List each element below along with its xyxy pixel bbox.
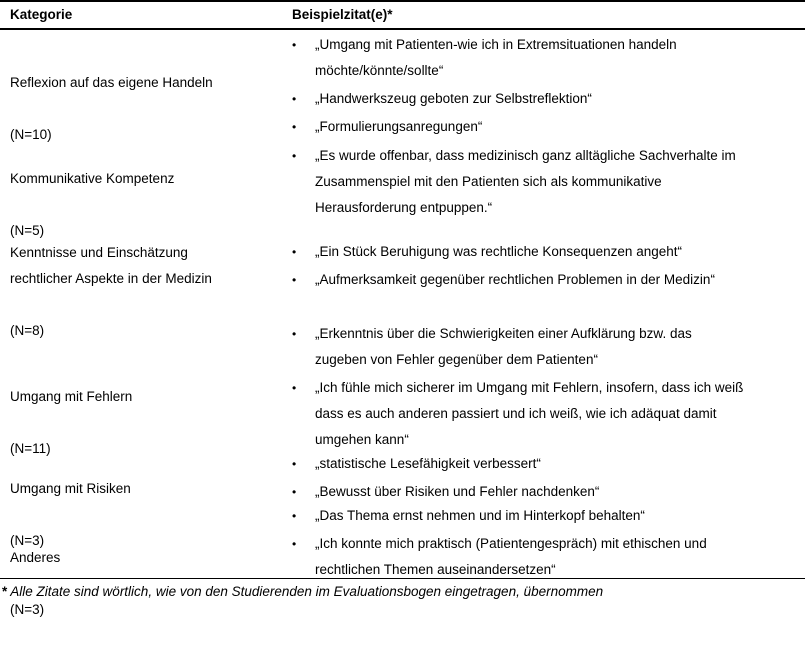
quote-item xyxy=(292,375,801,453)
quote-list xyxy=(283,450,805,500)
table-header-quotes: Beispielzitat(e)* xyxy=(292,7,393,22)
table-header-row xyxy=(0,2,805,30)
table-row-kommunikative xyxy=(0,140,805,238)
category-name: Kenntnisse und Einschätzung rechtlicher Aspekte in der Medizin xyxy=(10,245,212,286)
quote-text: „statistische Lesefähigkeit verbessert“ xyxy=(315,456,541,471)
bullet-icon: • xyxy=(292,92,297,106)
quote-text: „Aufmerksamkeit gegenüber rechtlichen Problemen in der Medizin“ xyxy=(315,272,715,287)
category-count: (N=8) xyxy=(10,323,45,338)
category-cell xyxy=(0,30,283,140)
quote-text: „Bewusst über Risiken und Fehler nachdenken“ xyxy=(315,484,600,499)
quote-list xyxy=(283,140,805,214)
quote-list xyxy=(283,30,805,140)
quote-item xyxy=(292,451,801,477)
category-name: Kommunikative Kompetenz xyxy=(10,171,175,186)
bullet-icon: • xyxy=(292,120,297,134)
category-cell xyxy=(0,500,283,617)
category-cell xyxy=(0,140,283,238)
category-count: (N=10) xyxy=(10,127,52,142)
category-name: Umgang mit Risiken xyxy=(10,481,131,496)
category-count: (N=5) xyxy=(10,223,45,238)
table-row-kenntnisse xyxy=(0,214,805,338)
category-count: (N=3) xyxy=(10,602,45,617)
quote-item xyxy=(292,267,801,293)
bullet-icon: • xyxy=(292,245,297,259)
category-cell xyxy=(0,450,283,548)
category-name: Reflexion auf das eigene Handeln xyxy=(10,75,213,90)
bullet-icon: • xyxy=(292,149,297,163)
table-row-reflexion xyxy=(0,30,805,140)
quote-item xyxy=(292,239,801,265)
bullet-icon: • xyxy=(292,537,297,551)
table-header-category: Kategorie xyxy=(10,7,73,22)
category-cell xyxy=(0,214,283,338)
category-name: Umgang mit Fehlern xyxy=(10,389,133,404)
bullet-icon: • xyxy=(292,38,297,52)
bullet-icon: • xyxy=(292,457,297,471)
quote-item xyxy=(292,143,801,221)
category-count: (N=11) xyxy=(10,441,51,456)
quote-item xyxy=(292,531,801,583)
bullet-icon: • xyxy=(292,327,297,341)
bullet-icon: • xyxy=(292,509,297,523)
quote-item xyxy=(292,32,801,84)
quote-text: „Ich fühle mich sicherer im Umgang mit Fehlern, insofern, dass ich weiß dass es auch anderen passiert und ich weiß, wie ich adäquat damit umgehen kann“ xyxy=(315,380,744,447)
bullet-icon: • xyxy=(292,381,297,395)
quote-list xyxy=(283,214,805,310)
category-count: (N=3) xyxy=(10,533,45,548)
quote-item xyxy=(292,86,801,112)
bullet-icon: • xyxy=(292,273,297,287)
quote-list xyxy=(283,310,805,450)
footnote-marker: * xyxy=(2,584,8,599)
table-row-fehlern xyxy=(0,310,805,456)
quote-text: „Umgang mit Patienten-wie ich in Extremsituationen handeln möchte/könnte/sollte“ xyxy=(315,37,677,78)
quote-list xyxy=(283,500,805,578)
footnote-text: Alle Zitate sind wörtlich, wie von den Studierenden im Evaluationsbogen eingetragen, übernommen xyxy=(10,584,604,599)
bullet-icon: • xyxy=(292,485,297,499)
category-cell xyxy=(0,310,283,456)
quote-item xyxy=(292,503,801,529)
quote-text: „Das Thema ernst nehmen und im Hinterkopf behalten“ xyxy=(315,508,645,523)
quote-text: „Handwerkszeug geboten zur Selbstreflektion“ xyxy=(315,91,592,106)
quote-text: „Es wurde offenbar, dass medizinisch ganz alltägliche Sachverhalte im Zusammenspiel mit den Patienten sich als kommunikative Herausforderung entpuppen.“ xyxy=(315,148,736,215)
quote-item xyxy=(292,114,801,140)
category-name: Anderes xyxy=(10,550,61,565)
quote-text: „Ich konnte mich praktisch (Patientengespräch) mit ethischen und rechtlichen Themen auseinandersetzen“ xyxy=(315,536,707,577)
quote-text: „Erkenntnis über die Schwierigkeiten einer Aufklärung bzw. das zugeben von Fehler gegenüber dem Patienten“ xyxy=(315,326,692,367)
quote-text: „Formulierungsanregungen“ xyxy=(315,119,483,134)
quote-text: „Ein Stück Beruhigung was rechtliche Konsequenzen angeht“ xyxy=(315,244,682,259)
quote-item xyxy=(292,321,801,373)
